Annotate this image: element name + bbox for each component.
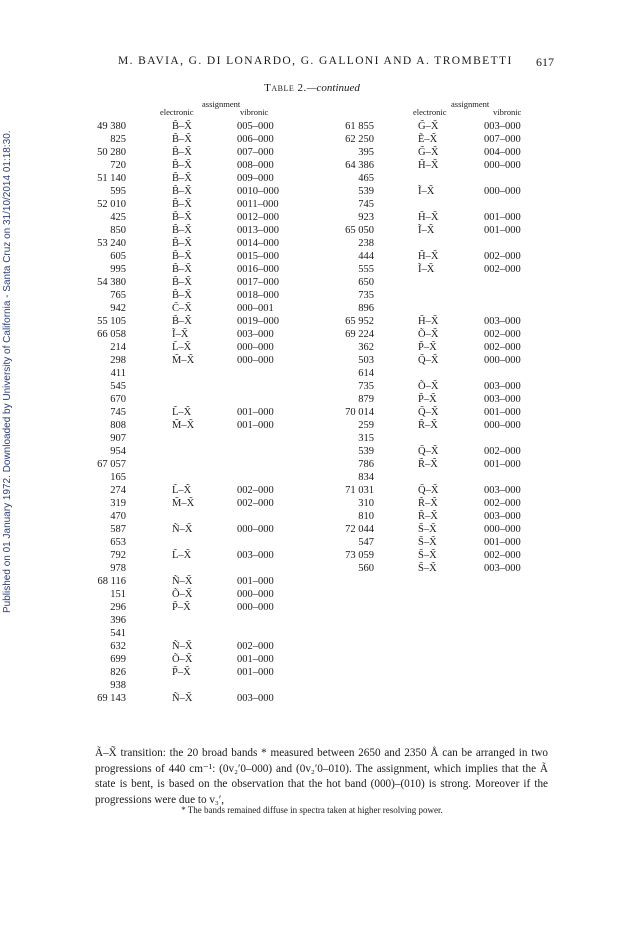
vibronic-cell: 000–000	[484, 524, 521, 535]
wavenumber-cell: 72 044	[345, 524, 374, 535]
wavenumber-cell: 52 010	[97, 199, 126, 210]
wavenumber-cell: 539	[358, 186, 374, 197]
electronic-cell: S̃–X̃	[418, 550, 437, 561]
wavenumber-cell: 595	[110, 186, 126, 197]
wavenumber-cell: 50 280	[97, 147, 126, 158]
wavenumber-cell: 735	[358, 290, 374, 301]
vibronic-cell: 001–000	[484, 212, 521, 223]
wavenumber-cell: 834	[358, 472, 374, 483]
vibronic-cell: 0010–000	[237, 186, 279, 197]
assignment-heading: assignment	[202, 99, 241, 109]
electronic-cell: Õ–X̃	[418, 329, 439, 340]
wavenumber-cell: 826	[110, 667, 126, 678]
wavenumber-cell: 650	[358, 277, 374, 288]
vibronic-cell: 003–000	[484, 485, 521, 496]
vibronic-cell: 002–000	[484, 264, 521, 275]
electronic-cell: H̃–X̃	[418, 212, 439, 223]
vibronic-cell: 001–000	[237, 420, 274, 431]
electronic-cell: B̃–X̃	[172, 238, 192, 249]
wavenumber-cell: 670	[110, 394, 126, 405]
wavenumber-cell: 745	[358, 199, 374, 210]
wavenumber-cell: 65 952	[345, 316, 374, 327]
wavenumber-cell: 587	[110, 524, 126, 535]
vibronic-cell: 001–000	[484, 537, 521, 548]
electronic-cell: R̃–X̃	[418, 498, 438, 509]
electronic-cell: Ñ–X̃	[172, 576, 193, 587]
wavenumber-cell: 735	[358, 381, 374, 392]
vibronic-cell: 003–000	[237, 693, 274, 704]
electronic-cell: M̃–X̃	[172, 355, 195, 366]
wavenumber-cell: 425	[110, 212, 126, 223]
wavenumber-cell: 765	[110, 290, 126, 301]
vibronic-cell: 0017–000	[237, 277, 279, 288]
vibronic-cell: 000–000	[237, 602, 274, 613]
electronic-cell: R̃–X̃	[418, 511, 438, 522]
vibronic-cell: 0019–000	[237, 316, 279, 327]
vibronic-cell: 002–000	[484, 550, 521, 561]
wavenumber-cell: 64 386	[345, 160, 374, 171]
download-watermark: Published on 01 January 1972. Downloaded by University of California - Santa Cruz on 31/10/2014 01:18:30.	[2, 130, 13, 614]
wavenumber-cell: 310	[358, 498, 374, 509]
vibronic-cell: 002–000	[484, 446, 521, 457]
wavenumber-cell: 923	[358, 212, 374, 223]
wavenumber-cell: 699	[110, 654, 126, 665]
running-header	[118, 55, 554, 70]
wavenumber-cell: 66 058	[97, 329, 126, 340]
wavenumber-cell: 995	[110, 264, 126, 275]
vibronic-cell: 003–000	[484, 381, 521, 392]
vibronic-cell: 002–000	[484, 498, 521, 509]
electronic-cell: S̃–X̃	[418, 563, 437, 574]
wavenumber-cell: 259	[358, 420, 374, 431]
vibronic-heading: vibronic	[493, 107, 522, 117]
wavenumber-cell: 411	[110, 368, 126, 379]
vibronic-cell: 001–000	[484, 407, 521, 418]
wavenumber-cell: 70 014	[345, 407, 374, 418]
wavenumber-cell: 938	[110, 680, 126, 691]
electronic-cell: Q̃–X̃	[418, 446, 439, 457]
wavenumber-cell: 942	[110, 303, 126, 314]
footnote: * The bands remained diffuse in spectra taken at higher resolving power.	[181, 805, 443, 815]
wavenumber-cell: 954	[110, 446, 126, 457]
table-continued: —continued	[306, 82, 360, 94]
wavenumber-cell: 151	[110, 589, 126, 600]
wavenumber-cell: 850	[110, 225, 126, 236]
electronic-cell: Q̃–X̃	[418, 355, 439, 366]
wavenumber-cell: 362	[358, 342, 374, 353]
electronic-cell: B̃–X̃	[172, 225, 192, 236]
wavenumber-cell: 54 380	[97, 277, 126, 288]
electronic-cell: Õ–X̃	[418, 381, 439, 392]
wavenumber-cell: 632	[110, 641, 126, 652]
vibronic-cell: 000–000	[237, 355, 274, 366]
electronic-cell: Ẽ–X̃	[418, 134, 438, 145]
vibronic-cell: 000–000	[484, 420, 521, 431]
vibronic-cell: 000–000	[484, 355, 521, 366]
table-label: Table 2.	[264, 82, 307, 94]
electronic-heading: electronic	[413, 107, 447, 117]
vibronic-cell: 002–000	[237, 641, 274, 652]
wavenumber-cell: 238	[358, 238, 374, 249]
wavenumber-cell: 539	[358, 446, 374, 457]
wavenumber-cell: 315	[358, 433, 374, 444]
wavenumber-cell: 68 116	[97, 576, 126, 587]
vibronic-cell: 003–000	[484, 511, 521, 522]
vibronic-cell: 007–000	[237, 147, 274, 158]
vibronic-cell: 002–000	[237, 498, 274, 509]
wavenumber-cell: 67 057	[97, 459, 126, 470]
electronic-cell: Ñ–X̃	[172, 693, 193, 704]
wavenumber-cell: 605	[110, 251, 126, 262]
vibronic-cell: 000–000	[484, 186, 521, 197]
vibronic-cell: 003–000	[484, 563, 521, 574]
wavenumber-cell: 879	[358, 394, 374, 405]
wavenumber-cell: 298	[110, 355, 126, 366]
wavenumber-cell: 745	[110, 407, 126, 418]
vibronic-cell: 006–000	[237, 134, 274, 145]
electronic-cell: L̃–X̃	[172, 485, 192, 496]
electronic-cell: B̃–X̃	[172, 290, 192, 301]
wavenumber-cell: 545	[110, 381, 126, 392]
wavenumber-cell: 61 855	[345, 121, 374, 132]
wavenumber-cell: 720	[110, 160, 126, 171]
vibronic-cell: 001–000	[484, 225, 521, 236]
left-column-header	[160, 100, 320, 118]
electronic-cell: B̃–X̃	[172, 121, 192, 132]
electronic-cell: R̃–X̃	[418, 420, 438, 431]
electronic-cell: Q̃–X̃	[418, 485, 439, 496]
vibronic-cell: 003–000	[237, 550, 274, 561]
wavenumber-cell: 319	[110, 498, 126, 509]
table-caption	[0, 82, 624, 94]
electronic-cell: H̃–X̃	[418, 160, 439, 171]
electronic-cell: B̃–X̃	[172, 173, 192, 184]
electronic-cell: B̃–X̃	[172, 212, 192, 223]
wavenumber-cell: 49 380	[97, 121, 126, 132]
electronic-cell: Õ–X̃	[172, 654, 193, 665]
vibronic-heading: vibronic	[240, 107, 269, 117]
vibronic-cell: 002–000	[484, 329, 521, 340]
wavenumber-cell: 896	[358, 303, 374, 314]
vibronic-cell: 000–000	[237, 589, 274, 600]
electronic-cell: B̃–X̃	[172, 251, 192, 262]
wavenumber-cell: 560	[358, 563, 374, 574]
electronic-cell: S̃–X̃	[418, 537, 437, 548]
electronic-cell: G̃–X̃	[418, 147, 439, 158]
wavenumber-cell: 503	[358, 355, 374, 366]
vibronic-cell: 002–000	[484, 342, 521, 353]
wavenumber-cell: 907	[110, 433, 126, 444]
electronic-cell: L̃–X̃	[172, 342, 192, 353]
wavenumber-cell: 396	[110, 615, 126, 626]
vibronic-cell: 0016–000	[237, 264, 279, 275]
electronic-cell: M̃–X̃	[172, 498, 195, 509]
wavenumber-cell: 653	[110, 537, 126, 548]
electronic-cell: H̃–X̃	[418, 251, 439, 262]
vibronic-cell: 002–000	[484, 251, 521, 262]
vibronic-cell: 003–000	[484, 394, 521, 405]
electronic-cell: Ĩ–X̃	[418, 264, 435, 275]
electronic-cell: M̃–X̃	[172, 420, 195, 431]
electronic-cell: Ĩ–X̃	[172, 329, 189, 340]
page-number: 617	[536, 55, 554, 69]
assignment-heading: assignment	[451, 99, 490, 109]
wavenumber-cell: 55 105	[97, 316, 126, 327]
vibronic-cell: 0014–000	[237, 238, 279, 249]
electronic-cell: B̃–X̃	[172, 316, 192, 327]
vibronic-cell: 000–000	[237, 342, 274, 353]
electronic-cell: P̃–X̃	[418, 394, 437, 405]
vibronic-cell: 0011–000	[237, 199, 279, 210]
vibronic-cell: 0015–000	[237, 251, 279, 262]
vibronic-cell: 002–000	[237, 485, 274, 496]
electronic-cell: B̃–X̃	[172, 147, 192, 158]
wavenumber-cell: 825	[110, 134, 126, 145]
wavenumber-cell: 51 140	[97, 173, 126, 184]
wavenumber-cell: 808	[110, 420, 126, 431]
vibronic-cell: 001–000	[484, 459, 521, 470]
vibronic-cell: 0013–000	[237, 225, 279, 236]
body-paragraph: Ã–X̃ transition: the 20 broad bands * measured between 2650 and 2350 Å can be arranged in two progressions of 440 cm⁻¹: (0v₂′0–000) and (0v₂′0–010). The assignment, which implies that the Ã state is bent, is based on the observation that the hot band (000)–(010) is strong. Moreover if the progressions were due to v₃′,	[95, 747, 548, 806]
electronic-cell: P̃–X̃	[418, 342, 437, 353]
wavenumber-cell: 62 250	[345, 134, 374, 145]
electronic-cell: G̃–X̃	[418, 121, 439, 132]
vibronic-cell: 003–000	[484, 121, 521, 132]
electronic-cell: B̃–X̃	[172, 277, 192, 288]
vibronic-cell: 001–000	[237, 654, 274, 665]
electronic-cell: Q̃–X̃	[418, 407, 439, 418]
wavenumber-cell: 73 059	[345, 550, 374, 561]
electronic-cell: B̃–X̃	[172, 264, 192, 275]
wavenumber-cell: 296	[110, 602, 126, 613]
wavenumber-cell: 465	[358, 173, 374, 184]
vibronic-cell: 009–000	[237, 173, 274, 184]
electronic-cell: L̃–X̃	[172, 550, 192, 561]
wavenumber-cell: 71 031	[345, 485, 374, 496]
wavenumber-cell: 69 143	[97, 693, 126, 704]
vibronic-cell: 005–000	[237, 121, 274, 132]
wavenumber-cell: 786	[358, 459, 374, 470]
vibronic-cell: 0012–000	[237, 212, 279, 223]
wavenumber-cell: 614	[358, 368, 374, 379]
electronic-cell: Õ–X̃	[172, 589, 193, 600]
vibronic-cell: 003–000	[484, 316, 521, 327]
wavenumber-cell: 810	[358, 511, 374, 522]
electronic-cell: C̃–X̃	[172, 303, 192, 314]
wavenumber-cell: 65 050	[345, 225, 374, 236]
vibronic-cell: 001–000	[237, 407, 274, 418]
wavenumber-cell: 444	[358, 251, 374, 262]
right-column-header	[413, 100, 573, 118]
wavenumber-cell: 792	[110, 550, 126, 561]
electronic-cell: B̃–X̃	[172, 160, 192, 171]
wavenumber-cell: 274	[110, 485, 126, 496]
electronic-cell: P̃–X̃	[172, 667, 191, 678]
wavenumber-cell: 541	[110, 628, 126, 639]
wavenumber-cell: 555	[358, 264, 374, 275]
wavenumber-cell: 470	[110, 511, 126, 522]
electronic-cell: B̃–X̃	[172, 186, 192, 197]
electronic-cell: B̃–X̃	[172, 199, 192, 210]
vibronic-cell: 004–000	[484, 147, 521, 158]
vibronic-cell: 001–000	[237, 667, 274, 678]
electronic-cell: H̃–X̃	[418, 316, 439, 327]
vibronic-cell: 000–001	[237, 303, 274, 314]
electronic-cell: Ĩ–X̃	[418, 186, 435, 197]
electronic-cell: S̃–X̃	[418, 524, 437, 535]
vibronic-cell: 003–000	[237, 329, 274, 340]
wavenumber-cell: 395	[358, 147, 374, 158]
wavenumber-cell: 547	[358, 537, 374, 548]
vibronic-cell: 000–000	[237, 524, 274, 535]
vibronic-cell: 008–000	[237, 160, 274, 171]
electronic-cell: L̃–X̃	[172, 407, 192, 418]
electronic-cell: P̃–X̃	[172, 602, 191, 613]
electronic-cell: R̃–X̃	[418, 459, 438, 470]
wavenumber-cell: 53 240	[97, 238, 126, 249]
electronic-cell: Ĩ–X̃	[418, 225, 435, 236]
electronic-heading: electronic	[160, 107, 194, 117]
authors: M. BAVIA, G. DI LONARDO, G. GALLONI AND A. TROMBETTI	[118, 55, 513, 67]
electronic-cell: B̃–X̃	[172, 134, 192, 145]
wavenumber-cell: 214	[110, 342, 126, 353]
vibronic-cell: 007–000	[484, 134, 521, 145]
wavenumber-cell: 69 224	[345, 329, 374, 340]
vibronic-cell: 000–000	[484, 160, 521, 171]
vibronic-cell: 001–000	[237, 576, 274, 587]
wavenumber-cell: 165	[110, 472, 126, 483]
vibronic-cell: 0018–000	[237, 290, 279, 301]
wavenumber-cell: 978	[110, 563, 126, 574]
electronic-cell: Ñ–X̃	[172, 641, 193, 652]
electronic-cell: Ñ–X̃	[172, 524, 193, 535]
